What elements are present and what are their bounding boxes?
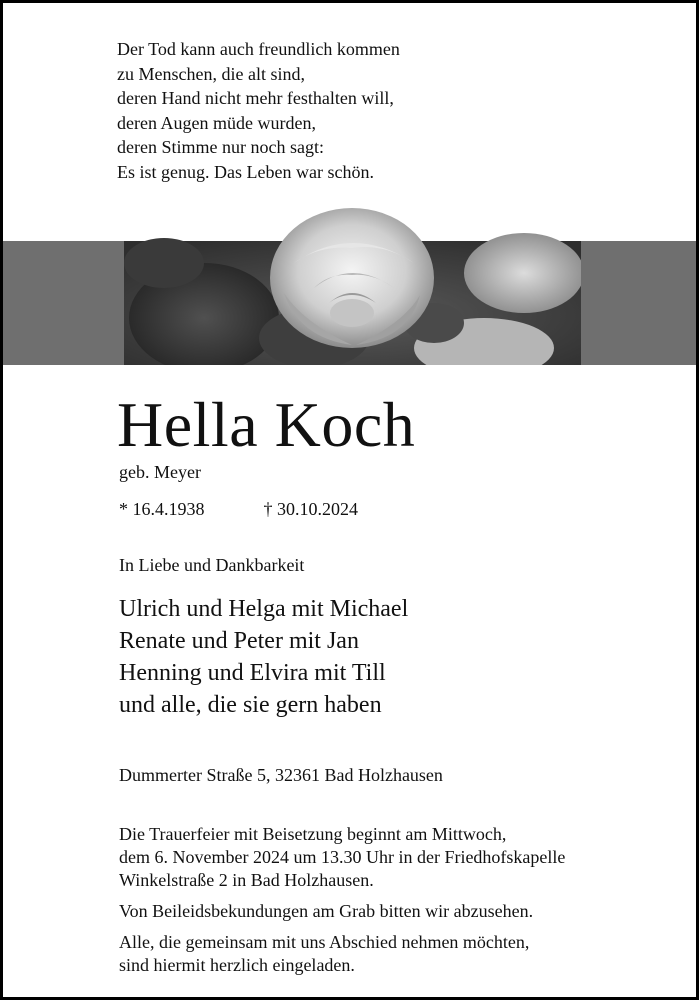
note-line: Alle, die gemeinsam mit uns Abschied nehmen möchten, <box>119 932 530 952</box>
poem-line: deren Hand nicht mehr festhalten will, <box>117 88 394 108</box>
poem-line: deren Stimme nur noch sagt: <box>117 137 324 157</box>
note-line: Von Beileidsbekundungen am Grab bitten wir abzusehen. <box>119 901 534 921</box>
poem-line: Es ist genug. Das Leben war schön. <box>117 161 374 182</box>
death-date: † 30.10.2024 <box>263 499 358 519</box>
family-line: Ulrich und Helga mit Michael <box>119 596 409 622</box>
note-line: Die Trauerfeier mit Beisetzung beginnt am Mittwoch, <box>119 824 507 844</box>
family-line: Henning und Elvira mit Till <box>119 660 386 686</box>
note-line: dem 6. November 2024 um 13.30 Uhr in der Friedhofskapelle <box>119 847 566 867</box>
rose-photo-icon <box>124 203 581 365</box>
notes <box>119 815 565 985</box>
family-line: Renate und Peter mit Jan <box>119 628 359 654</box>
note-line: sind hiermit herzlich eingeladen. <box>119 955 355 975</box>
note-line: Winkelstraße 2 in Bad Holzhausen. <box>119 870 374 890</box>
life-dates <box>119 499 358 520</box>
poem-line: deren Augen müde wurden, <box>117 112 316 133</box>
family-line: und alle, die sie gern haben <box>119 692 382 718</box>
poem-line: Der Tod kann auch freundlich kommen <box>117 39 400 59</box>
poem-line: zu Menschen, die alt sind, <box>117 63 305 84</box>
birth-date: * 16.4.1938 <box>119 499 205 519</box>
dedication: In Liebe und Dankbarkeit <box>119 555 305 575</box>
poem <box>117 37 400 184</box>
family-list <box>119 593 408 721</box>
rose-photo <box>124 203 581 365</box>
deceased-name: Hella Koch <box>117 389 416 460</box>
maiden-name: geb. Meyer <box>119 462 201 482</box>
address: Dummerter Straße 5, 32361 Bad Holzhausen <box>119 765 443 785</box>
